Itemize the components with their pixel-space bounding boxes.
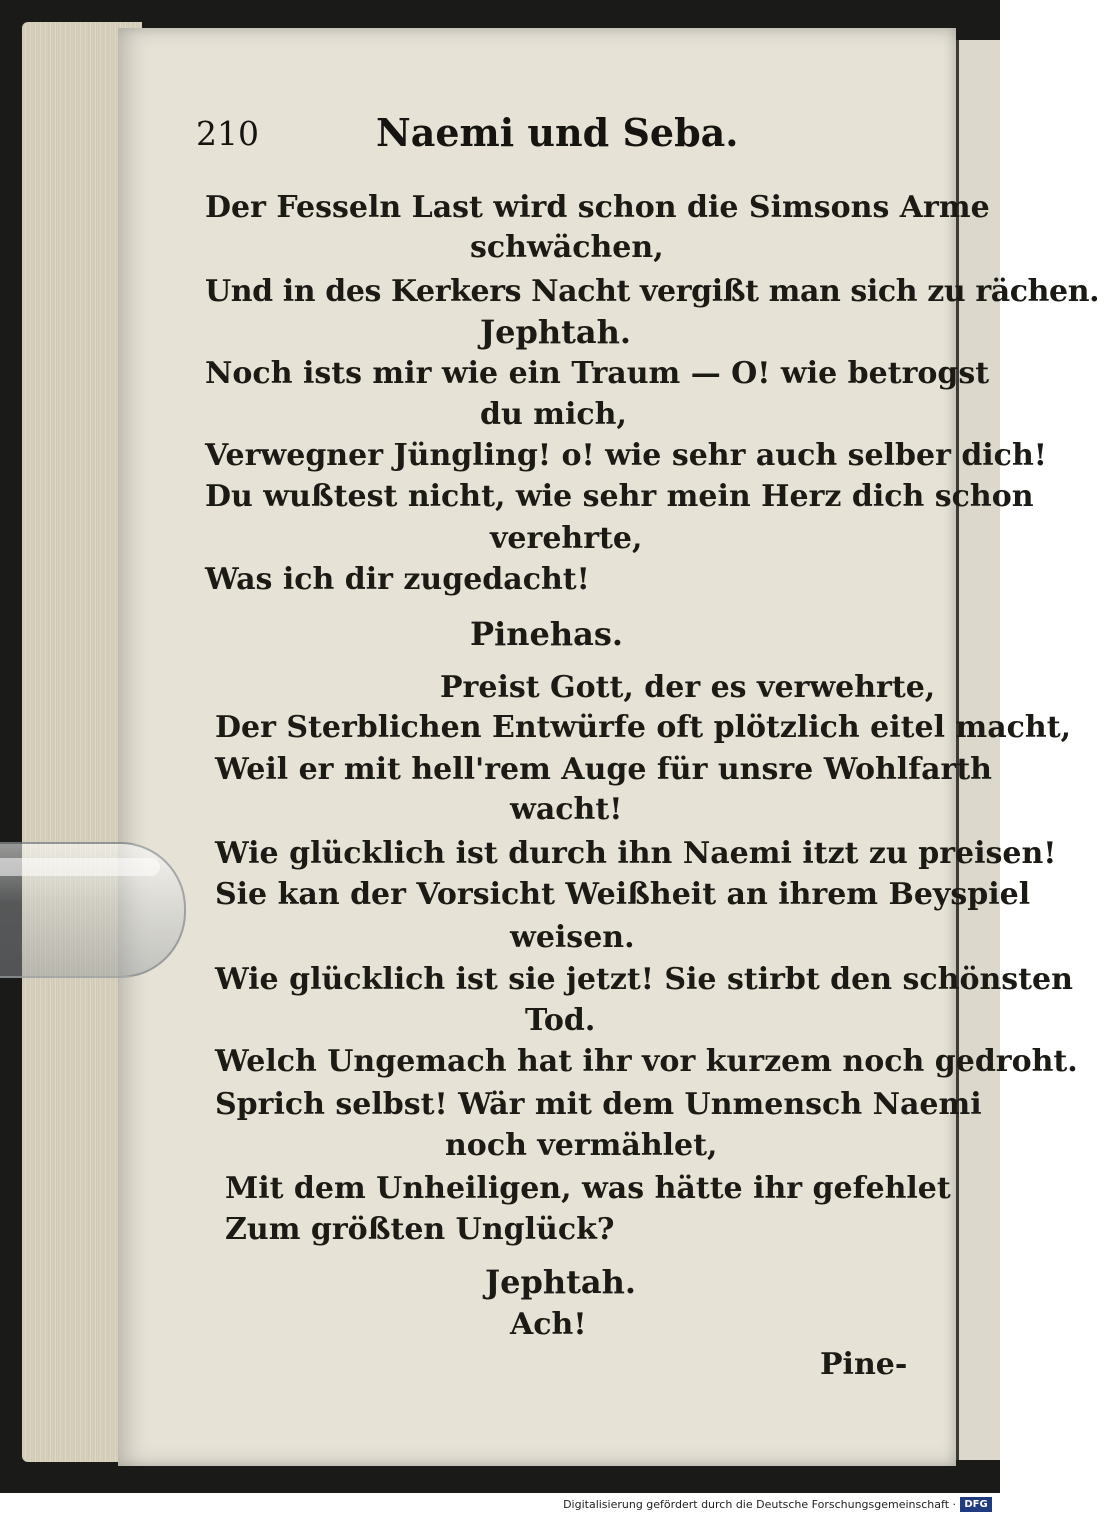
text-line: Und in des Kerkers Nacht vergißt man sich zu rächen. bbox=[205, 274, 1099, 309]
text-line: Welch Ungemach hat ihr vor kurzem noch gedroht. bbox=[215, 1044, 1078, 1079]
speaker-name: Jephtah. bbox=[485, 1263, 637, 1301]
text-line: schwächen, bbox=[470, 230, 664, 265]
clamp-highlight bbox=[0, 858, 160, 876]
speaker-name: Pinehas. bbox=[470, 615, 623, 653]
text-line: Tod. bbox=[525, 1003, 596, 1038]
text-line: Ach! bbox=[510, 1307, 587, 1342]
text-line: Wie glücklich ist sie jetzt! Sie stirbt den schönsten bbox=[215, 962, 1073, 997]
text-line: Sprich selbst! Wär mit dem Unmensch Naemi bbox=[215, 1087, 982, 1122]
page-number: 210 bbox=[196, 114, 259, 153]
text-line: Weil er mit hell'rem Auge für unsre Wohlfarth bbox=[215, 752, 992, 787]
text-line: Noch ists mir wie ein Traum — O! wie betrogst bbox=[205, 356, 990, 391]
text-line: Sie kan der Vorsicht Weißheit an ihrem Beyspiel bbox=[215, 877, 1031, 912]
text-line: wacht! bbox=[510, 792, 623, 827]
text-line: Zum größten Unglück? bbox=[225, 1212, 615, 1247]
text-line: noch vermählet, bbox=[445, 1128, 718, 1163]
funding-credit: Digitalisierung gefördert durch die Deutsche Forschungsgemeinschaft · bbox=[563, 1498, 956, 1511]
page-header bbox=[196, 110, 739, 162]
text-line: Der Fesseln Last wird schon die Simsons Arme bbox=[205, 190, 990, 225]
speaker-name: Jephtah. bbox=[480, 313, 632, 351]
text-line: Preist Gott, der es verwehrte, bbox=[440, 670, 936, 705]
dfg-logo: DFG bbox=[960, 1497, 992, 1512]
running-title: Naemi und Seba. bbox=[376, 110, 739, 155]
text-line: Was ich dir zugedacht! bbox=[205, 562, 590, 597]
text-line: verehrte, bbox=[490, 521, 643, 556]
text-line: Mit dem Unheiligen, was hätte ihr gefehlet bbox=[225, 1171, 951, 1206]
text-line: du mich, bbox=[480, 397, 627, 432]
text-line: Verwegner Jüngling! o! wie sehr auch selber dich! bbox=[205, 438, 1047, 473]
text-line: weisen. bbox=[510, 920, 635, 955]
footer-bar bbox=[0, 1493, 1000, 1517]
text-line: Der Sterblichen Entwürfe oft plötzlich eitel macht, bbox=[215, 710, 1072, 745]
text-line: Du wußtest nicht, wie sehr mein Herz dich schon bbox=[205, 479, 1034, 514]
catchword: Pine- bbox=[820, 1347, 908, 1382]
text-line: Wie glücklich ist durch ihn Naemi itzt zu preisen! bbox=[215, 836, 1057, 871]
